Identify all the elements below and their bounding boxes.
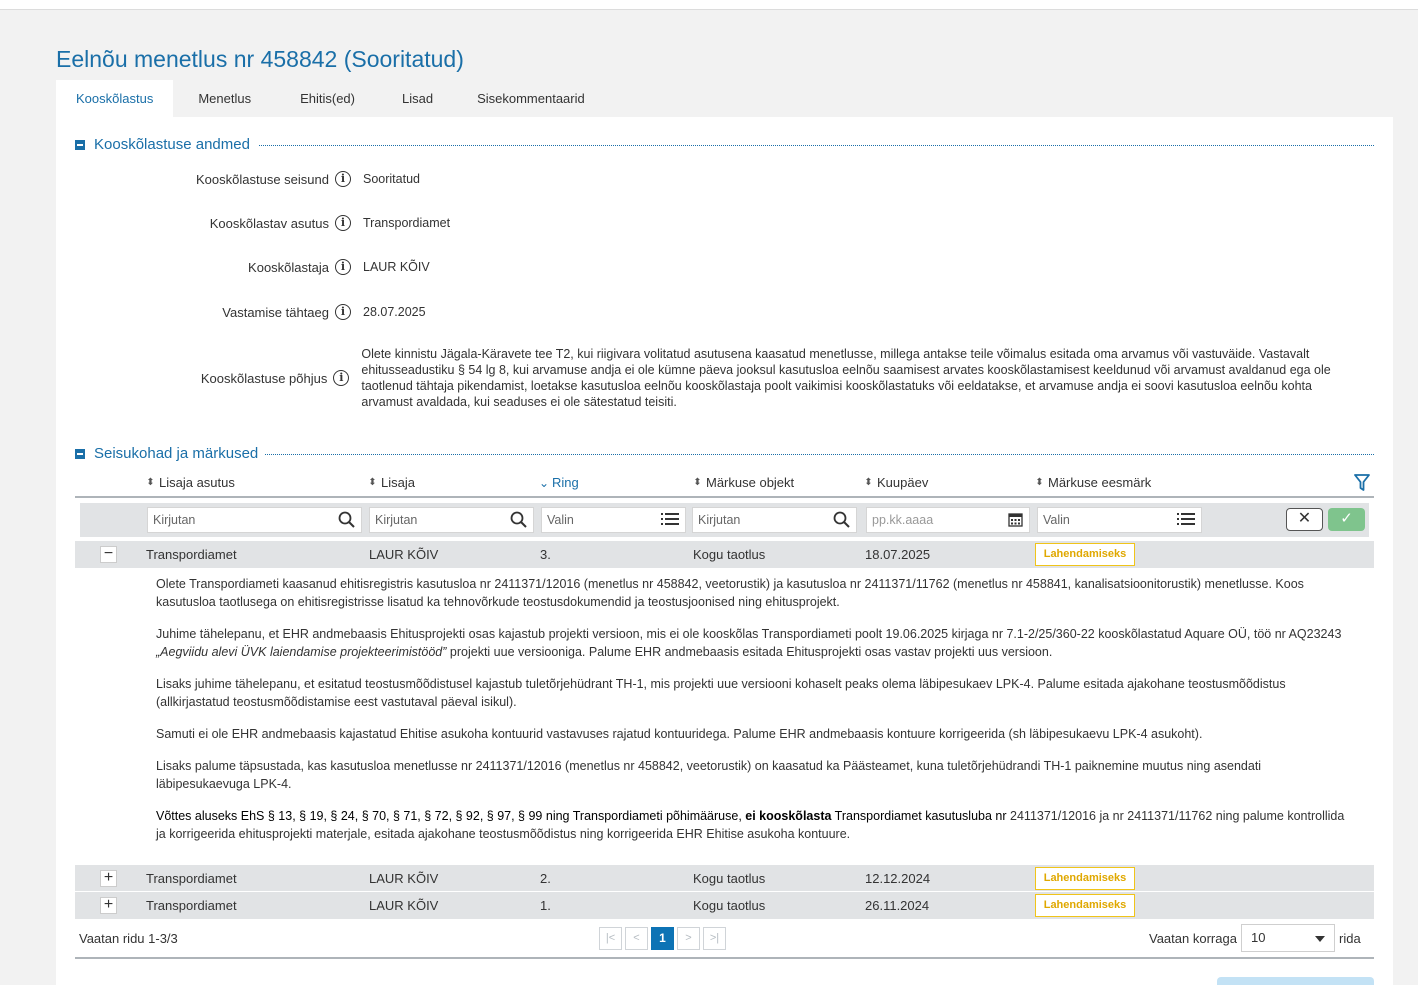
- field-label: Kooskõlastaja: [248, 259, 329, 275]
- table-row[interactable]: [75, 865, 1374, 892]
- page-1-button[interactable]: 1: [651, 927, 674, 950]
- info-icon[interactable]: i: [335, 171, 351, 187]
- placeholder: Kirjutan: [698, 513, 741, 527]
- detail-paragraph: Juhime tähelepanu, et EHR andmebaasis Ehitusprojekti osas kajastub projekti versioon, mis ei ole kooskõlas Transpordiameti poolt 19.06.2025 kirjaga nr 7.1-2/25/360-22 kooskõlastatud Aquare OÜ, töö nr AQ23243 „Aegviidu alevi ÜVK laiendamise projekteerimistööd” projekti uue versiooniga. Palume EHR andmebaasis esitada Ehitusprojekti osas vastav projekti uus versioon.: [156, 627, 1342, 659]
- pager-info: Vaatan ridu 1-3/3: [79, 931, 178, 946]
- apply-filter-button[interactable]: [1328, 508, 1365, 531]
- column-label: Lisaja: [381, 475, 415, 490]
- column-header-kuupaev[interactable]: [864, 475, 928, 490]
- field-value: 28.07.2025: [363, 305, 426, 319]
- table-footer-divider: [75, 957, 1374, 959]
- field-asutus: [75, 215, 1355, 231]
- action-button[interactable]: [1217, 977, 1374, 985]
- column-label: Lisaja asutus: [159, 475, 235, 490]
- top-bar: [0, 0, 1418, 10]
- calendar-icon: [1008, 511, 1023, 535]
- cell-ring: 2.: [540, 871, 551, 886]
- placeholder: pp.kk.aaaa: [872, 513, 934, 527]
- check-icon: ✓: [1340, 510, 1353, 527]
- cell-lisaja: LAUR KÕIV: [369, 547, 439, 562]
- cell-kuupaev: 26.11.2024: [865, 898, 930, 913]
- close-icon: ✕: [1297, 510, 1312, 527]
- collapse-row-button[interactable]: −: [100, 546, 117, 563]
- placeholder: Kirjutan: [375, 513, 418, 527]
- page-title: Eelnõu menetlus nr 458842 (Sooritatud): [56, 46, 464, 72]
- pagesize-label: Vaatan korraga: [1149, 931, 1237, 946]
- filter-objekt-input[interactable]: [692, 507, 857, 533]
- column-label: Märkuse objekt: [706, 475, 795, 490]
- placeholder: Kirjutan: [153, 513, 196, 527]
- collapse-icon[interactable]: [75, 140, 85, 150]
- filter-icon[interactable]: [1354, 474, 1370, 495]
- detail-paragraph: Olete Transpordiameti kaasanud ehitisregistris kasutusloa nr 2411371/12016 (menetlus nr 458842, veetorustik) ja kasutusloa nr 2411371/11762 (menetlus nr 458841, kanalisatsioonitorustik) menetlusse. Koos kasutusloa taotlusega on ehitisregistrisse lisatud ka tehnovõrkude teostusdokumendid ja teostusjoonised ning ehitusprojekt.: [156, 577, 1304, 609]
- info-icon[interactable]: i: [335, 304, 351, 320]
- table-row[interactable]: [75, 541, 1374, 568]
- placeholder: Valin: [1043, 513, 1070, 527]
- column-header-markuse-eesmark[interactable]: [1035, 475, 1151, 490]
- detail-paragraph: Lisaks palume täpsustada, kas kasutusloa menetlusse nr 2411371/12016 (menetlus nr 458842, veetorustik) on kaasatud ka Päästeamet, kuna tuletõrjehüdrandi TH-1 paiknemine muutus ning asendati läbipesukaevuga LPK-4.: [156, 759, 1262, 791]
- search-icon: [510, 511, 527, 536]
- filter-lisaja-input[interactable]: [369, 507, 534, 533]
- cell-ring: 3.: [540, 547, 551, 562]
- cell-objekt: Kogu taotlus: [693, 871, 766, 886]
- filter-lisaja-asutus-input[interactable]: [147, 507, 362, 533]
- cell-asutus: Transpordiamet: [146, 871, 237, 886]
- column-header-markuse-objekt[interactable]: [693, 475, 794, 490]
- cell-kuupaev: 18.07.2025: [865, 547, 931, 562]
- next-page-button[interactable]: >: [677, 927, 700, 950]
- sort-icon: ⬍: [368, 476, 377, 488]
- sort-icon: ⬍: [146, 476, 155, 488]
- pagesize-value: 10: [1251, 930, 1266, 945]
- column-label: Ring: [552, 475, 579, 490]
- field-label: Kooskõlastuse seisund: [196, 171, 329, 187]
- field-value: LAUR KÕIV: [363, 260, 430, 274]
- column-header-lisaja[interactable]: [368, 475, 415, 490]
- filter-ring-select[interactable]: [541, 507, 686, 533]
- row-detail: [156, 575, 1346, 857]
- pagesize-suffix: rida: [1339, 931, 1361, 946]
- section-header-seisukohad: [75, 445, 258, 462]
- section-title: Kooskõlastuse andmed: [94, 136, 250, 153]
- sort-icon: ⬍: [1035, 476, 1044, 488]
- section-divider: [259, 145, 1374, 146]
- info-icon[interactable]: i: [333, 370, 349, 386]
- section-divider: [265, 454, 1374, 455]
- clear-filter-button[interactable]: [1286, 508, 1323, 531]
- status-badge: Lahendamiseks: [1035, 894, 1135, 917]
- field-seisund: [75, 171, 1355, 187]
- expand-row-button[interactable]: +: [100, 870, 117, 887]
- field-value: Olete kinnistu Jägala-Käravete tee T2, kui riigivara volitatud asutusena kaasatud menetlusse, millega antakse teile võimalus esitada oma arvamus või vastuväide. Vastavalt ehitusseadustiku § 54 lg 8, kui arvamuse andja ei ole kümne päeva jooksul kasutusloa eelnõu saamisest arvates kooskõlastamisest keeldunud või arvamust avaldanud ega ole taotlenud tähtaja pikendamist, loetakse kasutusloa eelnõu kooskõlastaja poolt vaikimisi kooskõlastatuks või eeldatakse, et arvamuse andja ei soovi kasutusloa eelnõu kohta arvamust avaldada, kui seaduses ei ole sätestatud teisiti.: [361, 347, 1331, 409]
- column-header-lisaja-asutus[interactable]: [146, 475, 235, 490]
- field-kooskolastaja: [75, 259, 1355, 275]
- tab-bar: [56, 80, 605, 117]
- placeholder: Valin: [547, 513, 574, 527]
- info-icon[interactable]: i: [335, 215, 351, 231]
- cell-kuupaev: 12.12.2024: [865, 871, 931, 886]
- grid-header: [75, 472, 1374, 498]
- column-header-ring[interactable]: [539, 475, 579, 490]
- detail-paragraph: Samuti ei ole EHR andmebaasis kajastatud Ehitise asukoha kontuurid vastavuses rajatud kontuuridega. Palume EHR andmebaasis kontuure korrigeerida (sh läbipesukaevu LPK-4 asukoht).: [156, 727, 1203, 741]
- list-icon: [661, 511, 679, 535]
- cell-lisaja: LAUR KÕIV: [369, 898, 439, 913]
- cell-ring: 1.: [540, 898, 551, 913]
- field-label: Kooskõlastav asutus: [209, 215, 329, 231]
- filter-row: [80, 503, 1369, 537]
- tab-kooskolastus[interactable]: Kooskõlastus: [56, 80, 173, 117]
- sort-icon: ⬍: [693, 476, 702, 488]
- chevron-down-icon: [1315, 936, 1325, 942]
- cell-asutus: Transpordiamet: [146, 547, 237, 562]
- tab-sisekommentaarid[interactable]: Sisekommentaarid: [477, 91, 585, 106]
- status-badge: Lahendamiseks: [1035, 867, 1135, 890]
- expand-row-button[interactable]: +: [100, 897, 117, 914]
- field-label: Kooskõlastuse põhjus: [200, 370, 328, 386]
- last-page-button[interactable]: >|: [703, 927, 726, 950]
- filter-kuupaev-input[interactable]: [866, 507, 1030, 533]
- collapse-icon[interactable]: [75, 449, 85, 459]
- sort-icon: ⬍: [864, 476, 873, 488]
- filter-eesmark-select[interactable]: [1037, 507, 1202, 533]
- field-value: Sooritatud: [363, 172, 420, 186]
- detail-paragraph: Lisaks juhime tähelepanu, et esitatud teostusmõõdistusel kajastub tuletõrjehüdrant TH-1, mis projekti uue versiooni kohaselt peaks olema läbipesukaev LPK-4. Palume esitada ajakohane teostusmõõdistus (allkirjastatud teostusmõõdistamise eest vastutaval päeval isikul).: [156, 677, 1286, 709]
- prev-page-button[interactable]: <: [625, 927, 648, 950]
- cell-asutus: Transpordiamet: [146, 898, 237, 913]
- section-header-kooskolastuse-andmed: [75, 136, 250, 153]
- field-pohjus: [75, 345, 1355, 411]
- section-title: Seisukohad ja märkused: [94, 445, 259, 462]
- detail-paragraph: Võttes aluseks EhS § 13, § 19, § 24, § 70, § 71, § 72, § 92, § 97, § 99 ning Transpordiameti põhimääruse, ei kooskõlasta Transpordiamet kasutusluba nr 2411371/12016 ja nr 2411371/11762 ning palume kontrollida ja korrigeerida ehitusprojekti materjale, esitada ajakohane teostusmõõdistus ning korrigeerida EHR Ehitise asukoha kontuure.: [156, 809, 1345, 841]
- field-value: Transpordiamet: [363, 216, 451, 230]
- search-icon: [338, 511, 355, 536]
- info-icon[interactable]: i: [335, 259, 351, 275]
- field-label: Vastamise tähtaeg: [222, 304, 329, 320]
- tab-menetlus[interactable]: Menetlus: [198, 91, 252, 106]
- sort-desc-icon: ⌄: [539, 475, 550, 490]
- search-icon: [833, 511, 850, 536]
- column-label: Märkuse eesmärk: [1048, 475, 1152, 490]
- field-tahtaeg: [75, 304, 1355, 320]
- first-page-button[interactable]: |<: [599, 927, 622, 950]
- cell-lisaja: LAUR KÕIV: [369, 871, 439, 886]
- cell-objekt: Kogu taotlus: [693, 547, 766, 562]
- status-badge: Lahendamiseks: [1035, 543, 1135, 566]
- pagesize-select[interactable]: [1241, 924, 1335, 952]
- column-label: Kuupäev: [877, 475, 929, 490]
- pagination: [599, 927, 726, 950]
- cell-objekt: Kogu taotlus: [693, 898, 766, 913]
- tab-lisad[interactable]: Lisad: [402, 91, 434, 106]
- list-icon: [1177, 511, 1195, 535]
- table-row[interactable]: [75, 892, 1374, 919]
- tab-ehitised[interactable]: Ehitis(ed): [300, 91, 355, 106]
